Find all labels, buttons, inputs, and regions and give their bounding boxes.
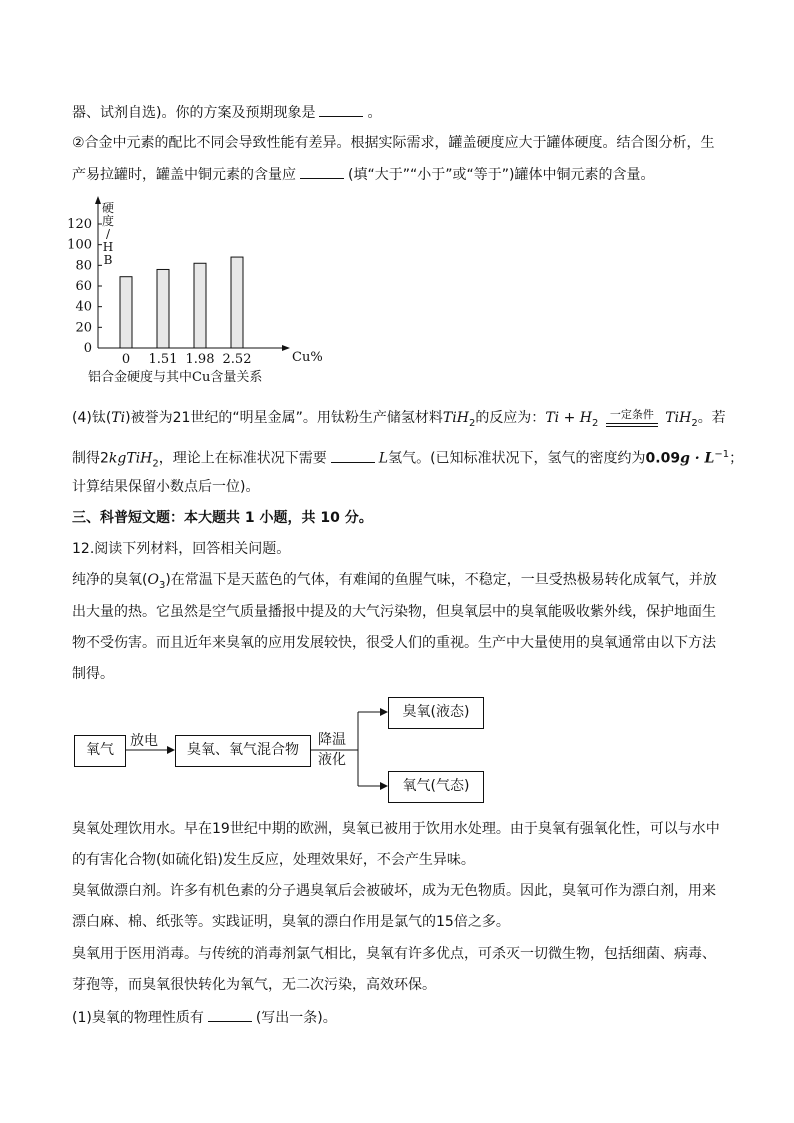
answer-blank[interactable] [208, 1007, 252, 1022]
text-line: 臭氧处理饮用水。早在19世纪中期的欧洲，臭氧已被用于饮用水处理。由于臭氧有强氧化性，可以与水中 [72, 821, 720, 837]
flow-label-liquefy: 液化 [318, 752, 346, 768]
flow-box-mixture: 臭氧、氧气混合物 [175, 735, 311, 767]
y-tick-label: 100 [67, 237, 92, 253]
y-axis-label: / [105, 227, 111, 241]
answer-blank[interactable] [319, 102, 363, 117]
bar [120, 277, 132, 348]
flow-label-cool: 降温 [318, 732, 346, 748]
section-heading: 三、科普短文题：本大题共 1 小题，共 10 分。 [72, 510, 373, 526]
text-line: ②合金中元素的配比不同会导致性能有差异。根据实际需求，罐盖硬度应大于罐体硬度。结合图分析，生 [72, 135, 715, 151]
y-tick-label: 60 [75, 279, 92, 294]
text-line: 器、试剂自选)。你的方案及预期现象是 。 [72, 102, 381, 123]
y-tick-label: 20 [75, 320, 92, 336]
text-line: (4)钛(Ti)被誉为21世纪的“明星金属”。用钛粉生产储氢材料TiH$_2$的反应为：$Ti + H_2$ 一定条件 TiH$_2$。若 [72, 408, 726, 429]
y-axis-label: B [103, 253, 113, 267]
x-tick-label: 1.98 [185, 352, 215, 367]
y-axis-label: H [102, 240, 114, 254]
answer-blank[interactable] [331, 448, 375, 463]
flow-box-oxygen-gas: 氧气(气态) [388, 771, 484, 803]
bar [231, 257, 243, 348]
y-tick-label: 40 [75, 299, 92, 315]
text-line: (1)臭氧的物理性质有 (写出一条)。 [72, 1007, 337, 1028]
text-line: 臭氧用于医用消毒。与传统的消毒剂氯气相比，臭氧有许多优点，可杀灭一切微生物，包括细菌、病毒、 [72, 946, 716, 962]
x-axis-arrow [282, 345, 290, 351]
flow-label-discharge: 放电 [130, 733, 158, 749]
flow-box-oxygen: 氧气 [74, 735, 126, 767]
text-line: 制得。 [72, 666, 114, 682]
text-line: 物不受伤害。而且近年来臭氧的应用发展较快，很受人们的重视。生产中大量使用的臭氧通常由以下方法 [72, 635, 716, 651]
y-axis-label: 硬 [101, 201, 115, 215]
y-tick-label: 0 [83, 341, 92, 356]
y-tick-label: 80 [75, 258, 92, 274]
y-axis-arrow [95, 196, 101, 204]
text-line: 产易拉罐时，罐盖中铜元素的含量应 (填“大于”“小于”或“等于”)罐体中铜元素的含量。 [72, 164, 654, 185]
text-line: 制得2kgTiH$_2$，理论上在标准状况下需要 L氢气。(已知标准状况下，氢气的密度约为$0.09g \cdot L^{-1}$； [72, 449, 744, 470]
text-line: 出大量的热。它虽然是空气质量播报中提及的大气污染物，但臭氧层中的臭氧能吸收紫外线，保护地面生 [72, 604, 716, 620]
x-tick-label: 2.52 [222, 352, 252, 367]
x-axis-label: Cu% [292, 350, 323, 365]
x-tick-label: 0 [121, 352, 131, 367]
y-axis-label: 度 [101, 214, 115, 228]
y-tick-label: 120 [67, 217, 92, 232]
bar-chart [64, 196, 323, 396]
reaction-condition: 一定条件 [606, 409, 658, 427]
x-tick-label: 1.51 [148, 352, 178, 367]
text-line: 计算结果保留小数点后一位)。 [72, 479, 260, 495]
text-line: 芽孢等，而臭氧很快转化为氧气，无二次污染，高效环保。 [72, 977, 436, 993]
question-title: 12.阅读下列材料，回答相关问题。 [72, 541, 291, 557]
text-line: 的有害化合物(如硫化铅)发生反应，处理效果好，不会产生异味。 [72, 852, 475, 868]
chart-caption: 铝合金硬度与其中Cu含量关系 [88, 370, 263, 385]
text-line: 漂白麻、棉、纸张等。实践证明，臭氧的漂白作用是氯气的15倍之多。 [72, 914, 510, 930]
bar [194, 263, 206, 348]
flow-box-ozone-liquid: 臭氧(液态) [388, 697, 484, 729]
text-line: 臭氧做漂白剂。许多有机色素的分子遇臭氧后会被破坏，成为无色物质。因此，臭氧可作为漂白剂，用来 [72, 883, 716, 899]
bar [157, 269, 169, 348]
answer-blank[interactable] [300, 164, 344, 179]
text-line: 纯净的臭氧$(O_3)$在常温下是天蓝色的气体，有难闻的鱼腥气味，不稳定，一旦受热极易转化成氧气，并放 [72, 572, 717, 591]
